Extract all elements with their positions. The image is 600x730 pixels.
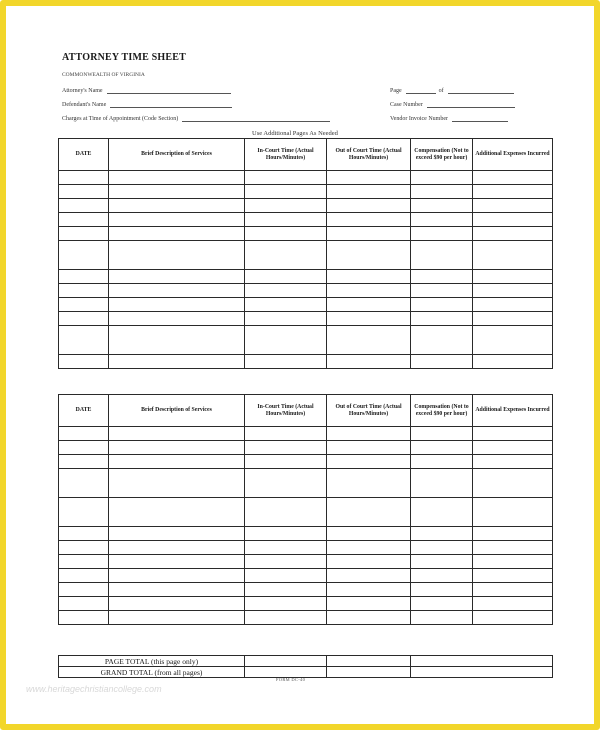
- date-cell[interactable]: [59, 171, 109, 185]
- compensation-cell[interactable]: [411, 427, 473, 441]
- in-court-cell[interactable]: [245, 583, 327, 597]
- date-cell[interactable]: [59, 213, 109, 227]
- table-row: [59, 541, 553, 555]
- in-court-cell[interactable]: [245, 284, 327, 298]
- date-cell[interactable]: [59, 227, 109, 241]
- description-cell[interactable]: [109, 527, 245, 541]
- in-court-cell[interactable]: [245, 199, 327, 213]
- out-of-court-cell[interactable]: [327, 555, 411, 569]
- description-cell[interactable]: [109, 199, 245, 213]
- compensation-cell[interactable]: [411, 469, 473, 498]
- description-cell[interactable]: [109, 227, 245, 241]
- description-cell[interactable]: [109, 541, 245, 555]
- grand-total-compensation[interactable]: [411, 667, 553, 678]
- table-header-row: [59, 395, 553, 427]
- table-row: [59, 227, 553, 241]
- date-cell[interactable]: [59, 427, 109, 441]
- compensation-cell[interactable]: [411, 441, 473, 455]
- page-total-label: PAGE TOTAL (this page only): [59, 656, 245, 667]
- in-court-cell[interactable]: [245, 326, 327, 355]
- description-cell[interactable]: [109, 441, 245, 455]
- attorney-name-label: Attorney's Name: [62, 88, 103, 94]
- compensation-cell[interactable]: [411, 555, 473, 569]
- description-cell[interactable]: [109, 455, 245, 469]
- description-cell[interactable]: [109, 569, 245, 583]
- table-row: [59, 498, 553, 527]
- table-row: [59, 427, 553, 441]
- defendant-name-field[interactable]: [62, 101, 232, 108]
- compensation-cell[interactable]: [411, 199, 473, 213]
- in-court-cell[interactable]: [245, 355, 327, 369]
- description-cell[interactable]: [109, 597, 245, 611]
- table-row: [59, 298, 553, 312]
- description-cell[interactable]: [109, 213, 245, 227]
- expenses-cell[interactable]: [473, 498, 553, 527]
- out-of-court-cell[interactable]: [327, 241, 411, 270]
- out-of-court-cell[interactable]: [327, 527, 411, 541]
- in-court-cell[interactable]: [245, 611, 327, 625]
- attorney-name-field[interactable]: [62, 87, 231, 94]
- expenses-cell[interactable]: [473, 355, 553, 369]
- compensation-cell[interactable]: [411, 583, 473, 597]
- expenses-cell[interactable]: [473, 326, 553, 355]
- in-court-cell[interactable]: [245, 312, 327, 326]
- date-cell[interactable]: [59, 469, 109, 498]
- expenses-cell[interactable]: [473, 469, 553, 498]
- defendant-name-line: [110, 101, 232, 108]
- col-compensation: Compensation (Not to exceed $90 per hour): [411, 139, 473, 171]
- expenses-cell[interactable]: [473, 171, 553, 185]
- out-of-court-cell[interactable]: [327, 171, 411, 185]
- date-cell[interactable]: [59, 199, 109, 213]
- expenses-cell[interactable]: [473, 427, 553, 441]
- grand-total-out-of-court[interactable]: [327, 667, 411, 678]
- date-cell[interactable]: [59, 555, 109, 569]
- description-cell[interactable]: [109, 355, 245, 369]
- in-court-cell[interactable]: [245, 498, 327, 527]
- out-of-court-cell[interactable]: [327, 326, 411, 355]
- date-cell[interactable]: [59, 611, 109, 625]
- grand-total-in-court[interactable]: [245, 667, 327, 678]
- table-row: [59, 455, 553, 469]
- out-of-court-cell[interactable]: [327, 469, 411, 498]
- compensation-cell[interactable]: [411, 171, 473, 185]
- out-of-court-cell[interactable]: [327, 227, 411, 241]
- table-row: [59, 326, 553, 355]
- in-court-cell[interactable]: [245, 171, 327, 185]
- table-row: [59, 312, 553, 326]
- description-cell[interactable]: [109, 583, 245, 597]
- grand-total-row: [59, 667, 553, 678]
- table-row: [59, 171, 553, 185]
- charges-label: Charges at Time of Appointment (Code Section): [62, 116, 179, 122]
- expenses-cell[interactable]: [473, 312, 553, 326]
- charges-line: [182, 115, 330, 122]
- page-number-line: [406, 87, 436, 94]
- description-cell[interactable]: [109, 427, 245, 441]
- expenses-cell[interactable]: [473, 284, 553, 298]
- compensation-cell[interactable]: [411, 569, 473, 583]
- date-cell[interactable]: [59, 498, 109, 527]
- out-of-court-cell[interactable]: [327, 569, 411, 583]
- form-footer: FORM DC-40: [276, 677, 306, 682]
- table-row: [59, 213, 553, 227]
- table-row: [59, 355, 553, 369]
- table-row: [59, 555, 553, 569]
- grand-total-label: GRAND TOTAL (from all pages): [59, 667, 245, 678]
- date-cell[interactable]: [59, 583, 109, 597]
- page-total-compensation[interactable]: [411, 656, 553, 667]
- date-cell[interactable]: [59, 455, 109, 469]
- description-cell[interactable]: [109, 498, 245, 527]
- of-label: of: [438, 88, 444, 94]
- in-court-cell[interactable]: [245, 213, 327, 227]
- out-of-court-cell[interactable]: [327, 284, 411, 298]
- out-of-court-cell[interactable]: [327, 541, 411, 555]
- compensation-cell[interactable]: [411, 241, 473, 270]
- out-of-court-cell[interactable]: [327, 441, 411, 455]
- time-table-1: [58, 138, 553, 369]
- table-row: [59, 441, 553, 455]
- table-row: [59, 583, 553, 597]
- out-of-court-cell[interactable]: [327, 199, 411, 213]
- expenses-cell[interactable]: [473, 569, 553, 583]
- table-row: [59, 527, 553, 541]
- page-count-line: [448, 87, 514, 94]
- col-out-of-court-time: Out of Court Time (Actual Hours/Minutes): [327, 395, 411, 427]
- description-cell[interactable]: [109, 469, 245, 498]
- col-in-court-time: In-Court Time (Actual Hours/Minutes): [245, 395, 327, 427]
- table-header-row: [59, 139, 553, 171]
- defendant-name-label: Defendant's Name: [62, 102, 107, 108]
- description-cell[interactable]: [109, 171, 245, 185]
- expenses-cell[interactable]: [473, 611, 553, 625]
- in-court-cell[interactable]: [245, 597, 327, 611]
- out-of-court-cell[interactable]: [327, 355, 411, 369]
- expenses-cell[interactable]: [473, 441, 553, 455]
- out-of-court-cell[interactable]: [327, 611, 411, 625]
- date-cell[interactable]: [59, 284, 109, 298]
- expenses-cell[interactable]: [473, 213, 553, 227]
- compensation-cell[interactable]: [411, 326, 473, 355]
- compensation-cell[interactable]: [411, 227, 473, 241]
- in-court-cell[interactable]: [245, 298, 327, 312]
- date-cell[interactable]: [59, 312, 109, 326]
- compensation-cell[interactable]: [411, 213, 473, 227]
- in-court-cell[interactable]: [245, 455, 327, 469]
- out-of-court-cell[interactable]: [327, 185, 411, 199]
- out-of-court-cell[interactable]: [327, 213, 411, 227]
- date-cell[interactable]: [59, 597, 109, 611]
- table-row: [59, 569, 553, 583]
- expenses-cell[interactable]: [473, 227, 553, 241]
- expenses-cell[interactable]: [473, 583, 553, 597]
- date-cell[interactable]: [59, 527, 109, 541]
- in-court-cell[interactable]: [245, 569, 327, 583]
- in-court-cell[interactable]: [245, 469, 327, 498]
- compensation-cell[interactable]: [411, 312, 473, 326]
- in-court-cell[interactable]: [245, 427, 327, 441]
- col-date: DATE: [59, 139, 109, 171]
- date-cell[interactable]: [59, 241, 109, 270]
- expenses-cell[interactable]: [473, 541, 553, 555]
- col-compensation: Compensation (Not to exceed $90 per hour): [411, 395, 473, 427]
- description-cell[interactable]: [109, 298, 245, 312]
- col-expenses: Additional Expenses Incurred: [473, 139, 553, 171]
- compensation-cell[interactable]: [411, 455, 473, 469]
- expenses-cell[interactable]: [473, 185, 553, 199]
- description-cell[interactable]: [109, 284, 245, 298]
- compensation-cell[interactable]: [411, 185, 473, 199]
- out-of-court-cell[interactable]: [327, 583, 411, 597]
- form-title: ATTORNEY TIME SHEET: [62, 52, 187, 63]
- out-of-court-cell[interactable]: [327, 298, 411, 312]
- page-label: Page: [390, 88, 402, 94]
- case-number-label: Case Number: [390, 102, 423, 108]
- table-row: [59, 199, 553, 213]
- col-out-of-court-time: Out of Court Time (Actual Hours/Minutes): [327, 139, 411, 171]
- col-in-court-time: In-Court Time (Actual Hours/Minutes): [245, 139, 327, 171]
- date-cell[interactable]: [59, 441, 109, 455]
- date-cell[interactable]: [59, 270, 109, 284]
- vendor-number-line: [452, 115, 508, 122]
- expenses-cell[interactable]: [473, 199, 553, 213]
- in-court-cell[interactable]: [245, 441, 327, 455]
- in-court-cell[interactable]: [245, 241, 327, 270]
- page-total-out-of-court[interactable]: [327, 656, 411, 667]
- in-court-cell[interactable]: [245, 527, 327, 541]
- description-cell[interactable]: [109, 611, 245, 625]
- table-row: [59, 185, 553, 199]
- out-of-court-cell[interactable]: [327, 270, 411, 284]
- watermark: www.heritagechristiancollege.com: [26, 684, 162, 694]
- totals-table: [58, 655, 553, 678]
- compensation-cell[interactable]: [411, 498, 473, 527]
- page-total-row: [59, 656, 553, 667]
- col-expenses: Additional Expenses Incurred: [473, 395, 553, 427]
- date-cell[interactable]: [59, 298, 109, 312]
- description-cell[interactable]: [109, 326, 245, 355]
- charges-field[interactable]: [62, 115, 330, 122]
- vendor-number-label: Vendor Invoice Number: [390, 116, 448, 122]
- expenses-cell[interactable]: [473, 527, 553, 541]
- expenses-cell[interactable]: [473, 270, 553, 284]
- date-cell[interactable]: [59, 569, 109, 583]
- page-total-in-court[interactable]: [245, 656, 327, 667]
- compensation-cell[interactable]: [411, 284, 473, 298]
- date-cell[interactable]: [59, 185, 109, 199]
- description-cell[interactable]: [109, 312, 245, 326]
- description-cell[interactable]: [109, 241, 245, 270]
- table-row: [59, 611, 553, 625]
- table-row: [59, 284, 553, 298]
- col-description: Brief Description of Services: [109, 139, 245, 171]
- out-of-court-cell[interactable]: [327, 597, 411, 611]
- in-court-cell[interactable]: [245, 270, 327, 284]
- form-subtitle: COMMONWEALTH OF VIRGINIA: [62, 72, 145, 78]
- col-date: DATE: [59, 395, 109, 427]
- description-cell[interactable]: [109, 185, 245, 199]
- compensation-cell[interactable]: [411, 298, 473, 312]
- date-cell[interactable]: [59, 355, 109, 369]
- date-cell[interactable]: [59, 541, 109, 555]
- compensation-cell[interactable]: [411, 541, 473, 555]
- expenses-cell[interactable]: [473, 597, 553, 611]
- attorney-name-line: [107, 87, 231, 94]
- compensation-cell[interactable]: [411, 270, 473, 284]
- table-row: [59, 597, 553, 611]
- out-of-court-cell[interactable]: [327, 455, 411, 469]
- in-court-cell[interactable]: [245, 185, 327, 199]
- page-field[interactable]: [390, 87, 514, 94]
- expenses-cell[interactable]: [473, 455, 553, 469]
- compensation-cell[interactable]: [411, 597, 473, 611]
- compensation-cell[interactable]: [411, 527, 473, 541]
- out-of-court-cell[interactable]: [327, 498, 411, 527]
- in-court-cell[interactable]: [245, 227, 327, 241]
- description-cell[interactable]: [109, 555, 245, 569]
- table-row: [59, 469, 553, 498]
- table-row: [59, 241, 553, 270]
- description-cell[interactable]: [109, 270, 245, 284]
- compensation-cell[interactable]: [411, 355, 473, 369]
- expenses-cell[interactable]: [473, 298, 553, 312]
- additional-pages-note: Use Additional Pages As Needed: [252, 130, 338, 137]
- out-of-court-cell[interactable]: [327, 427, 411, 441]
- col-description: Brief Description of Services: [109, 395, 245, 427]
- expenses-cell[interactable]: [473, 241, 553, 270]
- in-court-cell[interactable]: [245, 541, 327, 555]
- in-court-cell[interactable]: [245, 555, 327, 569]
- expenses-cell[interactable]: [473, 555, 553, 569]
- case-number-field[interactable]: [390, 101, 515, 108]
- case-number-line: [427, 101, 515, 108]
- compensation-cell[interactable]: [411, 611, 473, 625]
- table-row: [59, 270, 553, 284]
- out-of-court-cell[interactable]: [327, 312, 411, 326]
- date-cell[interactable]: [59, 326, 109, 355]
- vendor-number-field[interactable]: [390, 115, 508, 122]
- time-table-2: [58, 394, 553, 625]
